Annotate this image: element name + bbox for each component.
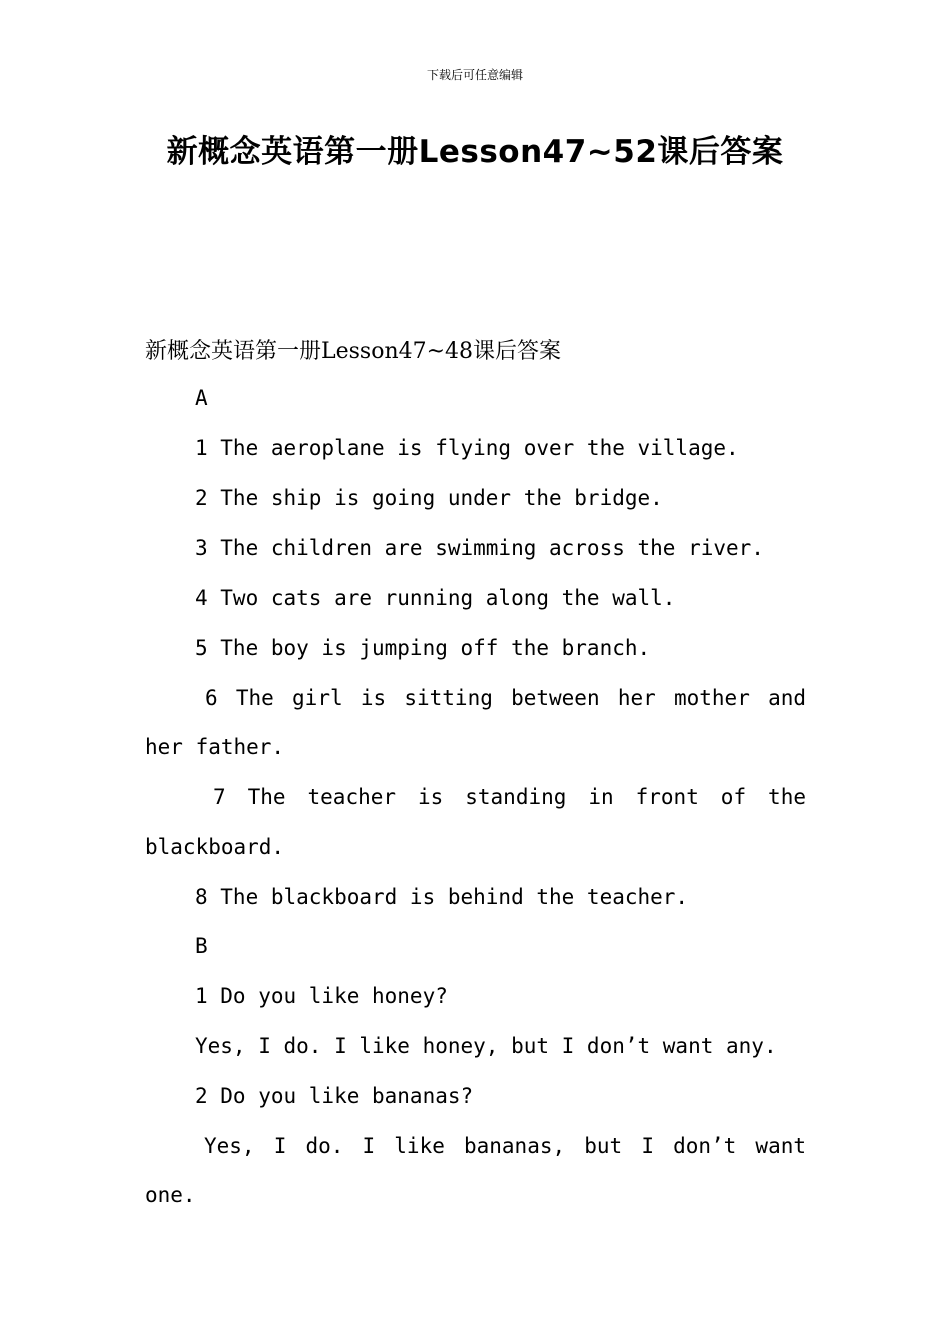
header-note: 下载后可任意编辑 bbox=[426, 68, 523, 82]
answer-line: 2 Do you like bananas? bbox=[195, 1084, 474, 1108]
answer-line: Yes, I do. I like honey, but I don’t want any. bbox=[195, 1034, 777, 1058]
answer-line: one. bbox=[145, 1183, 196, 1207]
answer-line: 2 The ship is going under the bridge. bbox=[195, 486, 663, 510]
answer-line: Yes, I do. I like bananas, but I don’t want bbox=[204, 1134, 806, 1158]
answer-line: 4 Two cats are running along the wall. bbox=[195, 586, 676, 610]
answer-line: B bbox=[195, 934, 208, 958]
answer-line: 1 Do you like honey? bbox=[195, 984, 448, 1008]
answer-line: 3 The children are swimming across the river. bbox=[195, 536, 764, 560]
answer-line: her father. bbox=[145, 735, 285, 759]
answer-line: A bbox=[195, 386, 208, 410]
document-title: 新概念英语第一册Lesson47~52课后答案 bbox=[166, 134, 784, 170]
section-title: 新概念英语第一册Lesson47~48课后答案 bbox=[145, 339, 562, 364]
answer-line: 6 The girl is sitting between her mother and bbox=[205, 686, 806, 710]
answer-line: 7 The teacher is standing in front of the bbox=[213, 785, 806, 809]
answer-line: 5 The boy is jumping off the branch. bbox=[195, 636, 651, 660]
answer-line: blackboard. bbox=[145, 835, 285, 859]
answer-line: 8 The blackboard is behind the teacher. bbox=[195, 885, 689, 909]
answer-line: 1 The aeroplane is flying over the village. bbox=[195, 436, 739, 460]
